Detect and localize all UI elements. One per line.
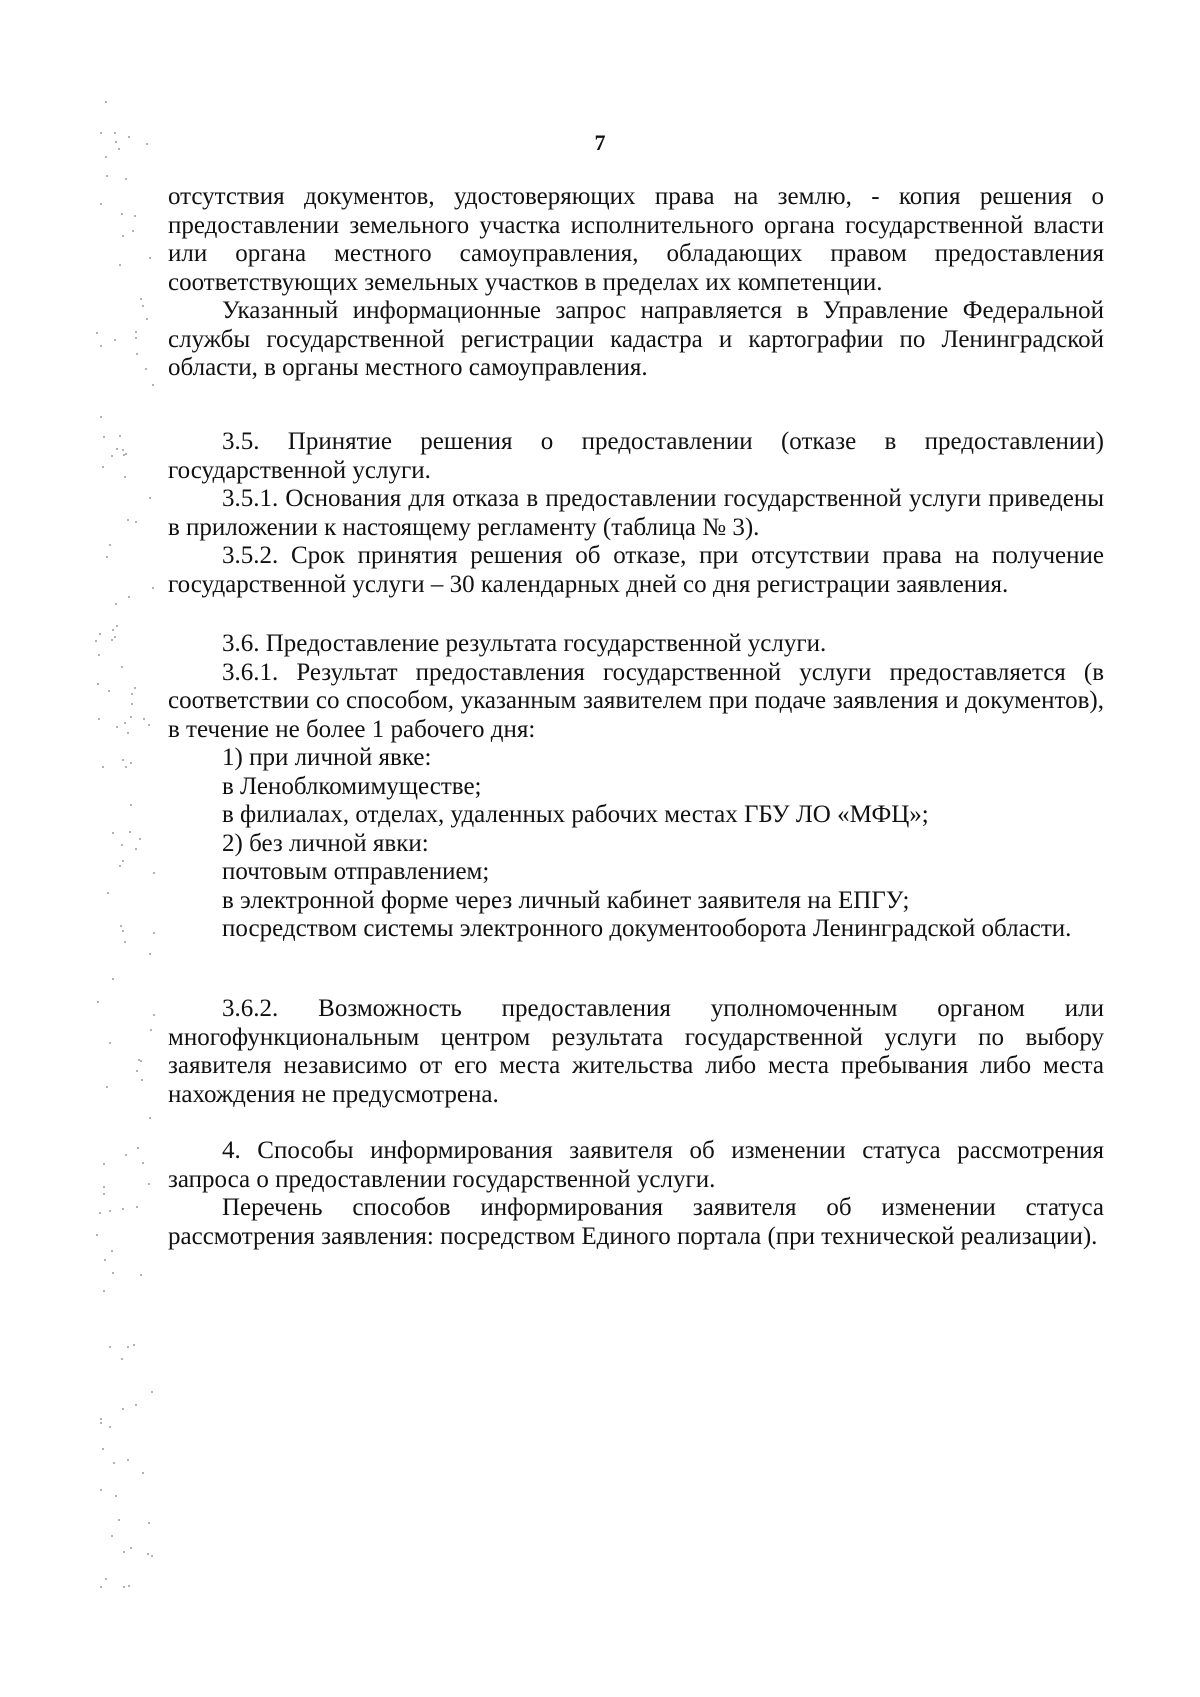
scan-speck [100, 1418, 102, 1420]
scan-speck [103, 1193, 105, 1195]
scan-speck [133, 1344, 135, 1346]
scan-speck [96, 1234, 98, 1236]
scan-speck [124, 722, 126, 724]
scan-speck [152, 587, 154, 589]
scan-speck [135, 337, 137, 339]
scan-speck [98, 718, 100, 720]
paragraph-4-list: Перечень способов информирования заявителя об изменении статуса рассмотрения заявления: посредством Единого портала (при технической реализации). [168, 1194, 1104, 1250]
scan-speck [100, 345, 102, 347]
scan-speck [107, 892, 109, 894]
scan-speck [100, 1586, 102, 1588]
scan-speck [132, 230, 134, 232]
scan-speck [135, 1404, 137, 1406]
scan-speck [136, 1070, 138, 1072]
scan-speck [149, 953, 151, 955]
scan-speck [153, 1014, 155, 1016]
scan-speck [103, 1163, 105, 1165]
scan-speck [122, 449, 124, 451]
scan-speck [121, 844, 123, 846]
list-item: почтовым отправлением; [222, 858, 490, 885]
scan-speck [114, 339, 116, 341]
section-heading-4: 4. Способы информирования заявителя об изменении статуса рассмотрения запроса о предоставлении государственной услуги. [168, 1137, 1104, 1193]
scan-speck [109, 544, 111, 546]
section-3-6 [168, 630, 1104, 944]
paragraph-3-6-1: 3.6.1. Результат предоставления государственной услуги предоставляется (в соответствии со способом, указанным заявителем при подаче заявления и документов), в течение не более 1 рабочего дня: [168, 658, 1104, 743]
scan-speck [121, 213, 123, 215]
scan-speck [122, 930, 124, 932]
scan-speck [140, 1274, 142, 1276]
scan-speck [127, 732, 129, 734]
scan-speck [109, 1042, 111, 1044]
scan-speck [122, 1408, 124, 1410]
list-item: 1) при личной явке: [222, 744, 432, 771]
scan-speck [134, 215, 136, 217]
scan-speck [121, 666, 123, 668]
scan-speck [128, 1585, 130, 1587]
scan-speck [123, 454, 125, 456]
scan-speck [135, 848, 137, 850]
scan-speck [148, 724, 150, 726]
scan-speck [122, 860, 124, 862]
scan-speck [116, 726, 118, 728]
scan-speck [128, 596, 130, 598]
scan-speck [124, 476, 126, 478]
scan-speck [100, 203, 102, 205]
scan-speck [116, 448, 118, 450]
scan-speck [120, 925, 122, 927]
delivery-methods-list [168, 744, 1104, 944]
scan-speck [113, 1462, 115, 1464]
scan-speck [112, 978, 114, 980]
scan-speck [138, 1059, 140, 1061]
scan-speck [122, 235, 124, 237]
scan-speck [123, 1551, 125, 1553]
scan-speck [130, 762, 132, 764]
scan-speck [103, 1290, 105, 1292]
scan-speck [105, 101, 107, 103]
list-item: в Леноблкомимуществе; [222, 772, 482, 800]
scan-speck [105, 1578, 107, 1580]
section-heading-3-5: 3.5. Принятие решения о предоставлении (отказе в предоставлении) государственной услуги. [168, 428, 1104, 484]
scan-speck [121, 1358, 123, 1360]
scan-speck [111, 1535, 113, 1537]
scan-speck [148, 1183, 150, 1185]
paragraph-request-note: Указанный информационные запрос направляется в Управление Федеральной службы государственной регистрации кадастра и картографии по Ленинградской области, в органы местного самоуправления. [168, 297, 1104, 381]
scan-speck [109, 1210, 111, 1212]
scan-speck [152, 384, 154, 386]
scan-speck [150, 1029, 152, 1031]
scan-speck [103, 436, 105, 438]
scan-speck [99, 1212, 101, 1214]
scan-speck [116, 625, 118, 627]
scan-speck [141, 1079, 143, 1081]
scan-speck [102, 466, 104, 468]
scan-speck [111, 639, 113, 641]
scan-speck [119, 435, 121, 437]
scan-speck [124, 941, 126, 943]
scan-speck [100, 1422, 102, 1424]
scan-speck [111, 1250, 113, 1252]
scan-speck [111, 455, 113, 457]
scan-speck [109, 1426, 111, 1428]
scan-speck [118, 1519, 120, 1521]
list-item: в филиалах, отделах, удаленных рабочих местах ГБУ ЛО «МФЦ»; [222, 801, 929, 828]
scan-speck [105, 156, 107, 158]
paragraph-continuation: отсутствия документов, удостоверяющих права на землю, - копия решения о предоставлении земельного участка исполнительного органа государственной власти или органа местного самоуправления, обладающих правом предоставления соответствующих земельных участков в пределах их компетенции. [168, 183, 1104, 296]
scan-speck [139, 838, 141, 840]
scan-speck [115, 1495, 117, 1497]
scan-speck [137, 1147, 139, 1149]
scan-speck [106, 556, 108, 558]
section-3-5 [168, 428, 1104, 599]
scan-speck [130, 716, 132, 718]
scan-speck [123, 1586, 125, 1588]
scan-speck [134, 687, 136, 689]
list-item: посредством системы электронного документооборота Ленинградской области. [222, 915, 1072, 942]
scan-speck [102, 1448, 104, 1450]
scan-speck [151, 1391, 153, 1393]
scan-speck [131, 693, 133, 695]
scan-speck [136, 353, 138, 355]
scan-speck [127, 1459, 129, 1461]
scan-speck [135, 331, 137, 333]
scan-speck [104, 1259, 106, 1261]
list-item: 2) без личной явки: [222, 829, 429, 857]
scan-speck [127, 1346, 129, 1348]
scan-speck [129, 831, 131, 833]
scan-speck [142, 1162, 144, 1164]
scan-speck [146, 318, 148, 320]
list-item: в электронной форме через личный кабинет заявителя на ЕПГУ; [222, 886, 910, 914]
scan-speck [136, 1206, 138, 1208]
scan-speck [97, 683, 99, 685]
scan-speck [140, 298, 142, 300]
scan-speck [100, 1489, 102, 1491]
scan-speck [145, 368, 147, 370]
scan-speck [142, 1472, 144, 1474]
scan-speck [125, 766, 127, 768]
scan-speck [97, 1001, 99, 1003]
scan-speck [130, 804, 132, 806]
scan-speck [149, 497, 151, 499]
scan-speck [125, 1154, 127, 1156]
paragraph-3-5-2: 3.5.2. Срок принятия решения об отказе, при отсутствии права на получение государственной услуги – 30 календарных дней со дня регистрации заявления. [168, 542, 1104, 598]
scan-speck [114, 636, 116, 638]
scan-speck [148, 1522, 150, 1524]
paragraph-3-6-2: 3.6.2. Возможность предоставления уполномоченным органом или многофункциональным центром результата государственной услуги по выбору заявителя независимо от его места жительства либо места пребывания либо места нахождения не предусмотрена. [168, 995, 1104, 1108]
scan-speck [99, 633, 101, 635]
scan-speck [122, 1208, 124, 1210]
scan-speck [125, 178, 127, 180]
scan-speck [127, 519, 129, 521]
section-intro [168, 183, 1104, 383]
scan-speck [106, 1086, 108, 1088]
scan-speck [125, 453, 127, 455]
scan-speck [109, 1346, 111, 1348]
scan-speck [112, 832, 114, 834]
scan-speck [147, 1553, 149, 1555]
scan-speck [143, 718, 145, 720]
scan-speck [149, 1117, 151, 1119]
scan-speck [131, 703, 133, 705]
scan-speck [108, 690, 110, 692]
scan-speck [142, 305, 144, 307]
scan-speck [135, 521, 137, 523]
section-4 [168, 1137, 1104, 1251]
scan-speck [95, 640, 97, 642]
scan-speck [115, 603, 117, 605]
scan-speck [98, 654, 100, 656]
page-number: 7 [594, 130, 606, 155]
scan-speck [112, 1272, 114, 1274]
paragraph-3-5-1: 3.5.1. Основания для отказа в предоставлении государственной услуги приведены в приложении к настоящему регламенту (таблица № 3). [168, 485, 1104, 541]
scan-speck [119, 264, 121, 266]
scan-speck [140, 1060, 142, 1062]
section-3-6-2 [168, 995, 1104, 1109]
section-heading-3-6: 3.6. Предоставление результата государственной услуги. [222, 630, 827, 657]
scan-speck [119, 865, 121, 867]
scan-speck [151, 1555, 153, 1557]
scan-speck [112, 629, 114, 631]
scan-speck [102, 766, 104, 768]
scan-speck [106, 175, 108, 177]
scan-speck [103, 1186, 105, 1188]
scan-speck [130, 1547, 132, 1549]
scan-speck [96, 332, 98, 334]
scan-speck [100, 416, 102, 418]
scan-speck [122, 759, 124, 761]
scan-speck [149, 257, 151, 259]
scan-speck [153, 932, 155, 934]
scan-speck [153, 872, 155, 874]
